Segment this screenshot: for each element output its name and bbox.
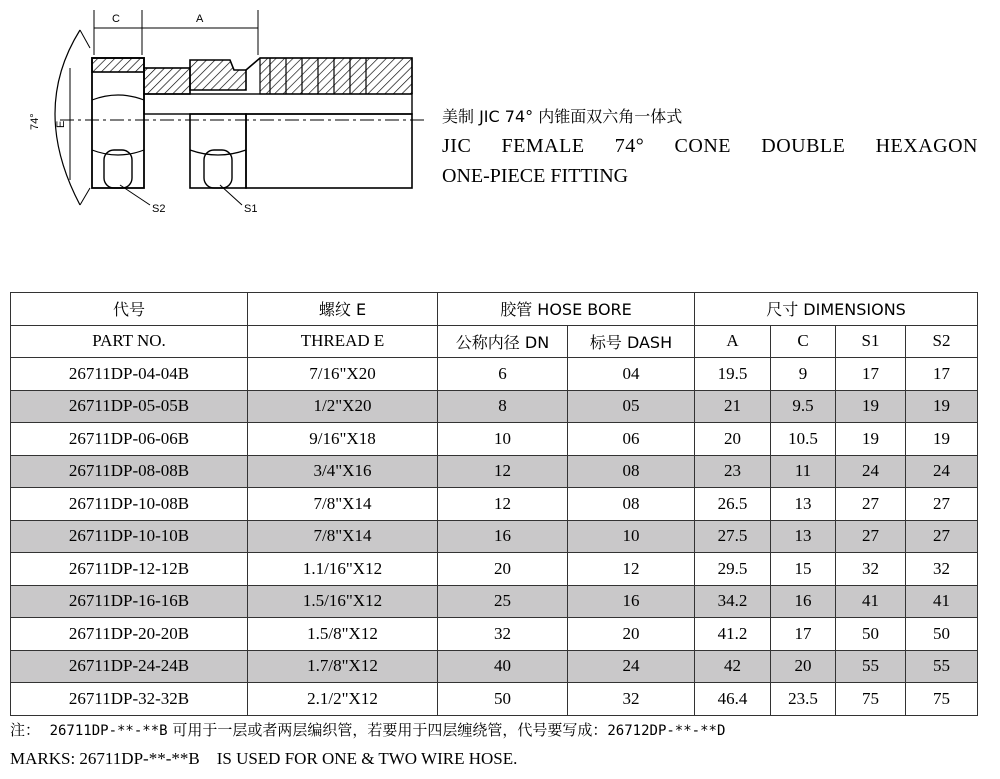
cell-dim-a: 20 <box>695 423 771 456</box>
cell-dim-s2: 50 <box>906 618 978 651</box>
cell-dim-a: 23 <box>695 455 771 488</box>
cell-dim-c: 15 <box>771 553 836 586</box>
cell-dim-a: 19.5 <box>695 358 771 391</box>
title-block <box>442 104 978 190</box>
cell-dim-a: 27.5 <box>695 520 771 553</box>
cell-dim-s2: 41 <box>906 585 978 618</box>
note-prefix: 注： <box>10 721 41 739</box>
cell-part-no: 26711DP-05-05B <box>11 390 248 423</box>
cell-dim-c: 13 <box>771 488 836 521</box>
note-chinese <box>10 716 985 744</box>
cell-thread: 9/16"X18 <box>248 423 438 456</box>
cell-dim-s1: 55 <box>836 650 906 683</box>
cell-part-no: 26711DP-20-20B <box>11 618 248 651</box>
title-word: FEMALE <box>501 135 585 157</box>
cell-part-no: 26711DP-10-10B <box>11 520 248 553</box>
cell-thread: 1.5/8"X12 <box>248 618 438 651</box>
note-english: MARKS: 26711DP-**-**B IS USED FOR ONE & TWO WIRE HOSE. <box>10 749 518 768</box>
cell-dim-c: 10.5 <box>771 423 836 456</box>
cell-part-no: 26711DP-12-12B <box>11 553 248 586</box>
cell-dn: 25 <box>438 585 568 618</box>
cell-dim-s2: 32 <box>906 553 978 586</box>
cell-dim-a: 46.4 <box>695 683 771 716</box>
cell-dash: 04 <box>568 358 695 391</box>
cell-dash: 20 <box>568 618 695 651</box>
cell-thread: 7/8"X14 <box>248 488 438 521</box>
cell-part-no: 26711DP-04-04B <box>11 358 248 391</box>
cell-dim-s1: 19 <box>836 390 906 423</box>
cell-dim-c: 17 <box>771 618 836 651</box>
header-s1: S1 <box>836 325 906 358</box>
cell-part-no: 26711DP-32-32B <box>11 683 248 716</box>
cell-thread: 3/4"X16 <box>248 455 438 488</box>
cell-dim-c: 13 <box>771 520 836 553</box>
cell-dim-c: 11 <box>771 455 836 488</box>
cell-dim-s2: 17 <box>906 358 978 391</box>
cell-dim-s1: 17 <box>836 358 906 391</box>
cell-dim-s1: 75 <box>836 683 906 716</box>
header-s2: S2 <box>906 325 978 358</box>
cell-dim-s2: 19 <box>906 423 978 456</box>
cell-dash: 24 <box>568 650 695 683</box>
cell-dn: 20 <box>438 553 568 586</box>
cell-dim-c: 16 <box>771 585 836 618</box>
cell-dash: 08 <box>568 488 695 521</box>
cell-dash: 10 <box>568 520 695 553</box>
cell-dim-s1: 50 <box>836 618 906 651</box>
cell-thread: 7/16"X20 <box>248 358 438 391</box>
cell-dim-a: 29.5 <box>695 553 771 586</box>
cell-dim-s2: 27 <box>906 488 978 521</box>
dim-c-label: C <box>112 13 120 25</box>
header-dash: 标号 DASH <box>568 325 695 358</box>
cell-dim-s2: 75 <box>906 683 978 716</box>
cell-dim-c: 9 <box>771 358 836 391</box>
cell-dn: 12 <box>438 488 568 521</box>
cell-dn: 40 <box>438 650 568 683</box>
cell-dash: 05 <box>568 390 695 423</box>
dim-a-label: A <box>196 13 204 25</box>
table-row <box>11 423 978 456</box>
title-chinese: 美制 JIC 74° 内锥面双六角一体式 <box>442 107 683 126</box>
header-row-2 <box>11 325 978 358</box>
cell-dim-a: 26.5 <box>695 488 771 521</box>
cell-dim-s1: 19 <box>836 423 906 456</box>
title-word: DOUBLE <box>761 135 846 157</box>
cell-dash: 32 <box>568 683 695 716</box>
cell-thread: 7/8"X14 <box>248 520 438 553</box>
header-a: A <box>695 325 771 358</box>
table-row <box>11 553 978 586</box>
fitting-technical-drawing <box>20 0 440 235</box>
cell-dn: 16 <box>438 520 568 553</box>
table-row <box>11 455 978 488</box>
note-code-2: 26712DP-**-**D <box>607 723 726 739</box>
cell-dn: 10 <box>438 423 568 456</box>
cell-dim-c: 23.5 <box>771 683 836 716</box>
header-c: C <box>771 325 836 358</box>
cell-dash: 06 <box>568 423 695 456</box>
cell-dim-s2: 24 <box>906 455 978 488</box>
cell-part-no: 26711DP-24-24B <box>11 650 248 683</box>
cell-thread: 2.1/2"X12 <box>248 683 438 716</box>
table-row <box>11 683 978 716</box>
cell-dim-c: 20 <box>771 650 836 683</box>
table-row <box>11 358 978 391</box>
title-word: JIC <box>442 135 472 157</box>
cell-thread: 1.1/16"X12 <box>248 553 438 586</box>
title-english-line2: ONE-PIECE FITTING <box>442 165 629 187</box>
title-word: 74° <box>614 135 645 157</box>
table-row <box>11 618 978 651</box>
title-english-line1 <box>442 130 978 162</box>
table-row <box>11 488 978 521</box>
cell-dash: 12 <box>568 553 695 586</box>
cell-dim-c: 9.5 <box>771 390 836 423</box>
header-thread-e: THREAD E <box>248 325 438 358</box>
cell-dim-s1: 24 <box>836 455 906 488</box>
s2-label: S2 <box>152 203 166 215</box>
header-thread-cn: 螺纹 E <box>248 293 438 326</box>
title-word: CONE <box>674 135 731 157</box>
cell-dim-s1: 27 <box>836 520 906 553</box>
cell-dim-s2: 19 <box>906 390 978 423</box>
cell-part-no: 26711DP-16-16B <box>11 585 248 618</box>
cell-dim-a: 41.2 <box>695 618 771 651</box>
title-word: HEXAGON <box>875 135 978 157</box>
cell-dn: 12 <box>438 455 568 488</box>
header-part-no: PART NO. <box>11 325 248 358</box>
angle-label: 74° <box>29 113 41 130</box>
cell-part-no: 26711DP-06-06B <box>11 423 248 456</box>
header-dimensions: 尺寸 DIMENSIONS <box>695 293 978 326</box>
cell-dim-s2: 55 <box>906 650 978 683</box>
note-text: 可用于一层或者两层编织管，若要用于四层缠绕管，代号要写成： <box>172 721 608 739</box>
cell-dim-a: 34.2 <box>695 585 771 618</box>
cell-dim-s2: 27 <box>906 520 978 553</box>
cell-thread: 1.7/8"X12 <box>248 650 438 683</box>
s1-label: S1 <box>244 203 258 215</box>
cell-dn: 8 <box>438 390 568 423</box>
header-hose-bore: 胶管 HOSE BORE <box>438 293 695 326</box>
cell-dash: 16 <box>568 585 695 618</box>
specification-table <box>10 292 978 716</box>
note-code-1: 26711DP-**-**B <box>49 723 168 739</box>
table-row <box>11 585 978 618</box>
cell-dim-s1: 32 <box>836 553 906 586</box>
cell-dim-s1: 27 <box>836 488 906 521</box>
header-part-cn: 代号 <box>11 293 248 326</box>
cell-dn: 50 <box>438 683 568 716</box>
header-dn: 公称内径 DN <box>438 325 568 358</box>
cell-thread: 1.5/16"X12 <box>248 585 438 618</box>
cell-part-no: 26711DP-08-08B <box>11 455 248 488</box>
cell-dash: 08 <box>568 455 695 488</box>
notes <box>10 716 985 774</box>
cell-dim-a: 42 <box>695 650 771 683</box>
table-row <box>11 520 978 553</box>
dim-e-label: E <box>55 120 67 128</box>
cell-dn: 32 <box>438 618 568 651</box>
cell-dim-s1: 41 <box>836 585 906 618</box>
cell-part-no: 26711DP-10-08B <box>11 488 248 521</box>
cell-dn: 6 <box>438 358 568 391</box>
cell-thread: 1/2"X20 <box>248 390 438 423</box>
table-row <box>11 390 978 423</box>
cell-dim-a: 21 <box>695 390 771 423</box>
table-row <box>11 650 978 683</box>
header-row-1 <box>11 293 978 326</box>
